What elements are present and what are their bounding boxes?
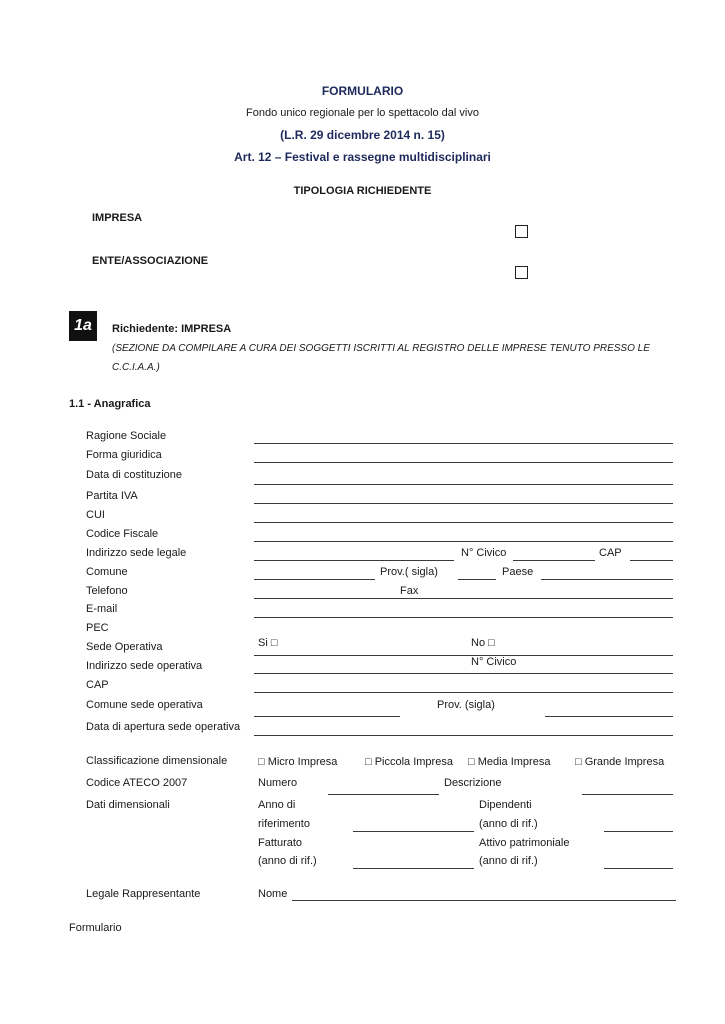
ragione-sociale-field[interactable] xyxy=(254,443,673,444)
comune-label: Comune xyxy=(86,566,128,578)
cap-field[interactable] xyxy=(630,560,673,561)
comune-sede-operativa-field[interactable] xyxy=(254,716,400,717)
article-reference: Art. 12 – Festival e rassegne multidisciplinari xyxy=(234,150,491,164)
data-apertura-label: Data di apertura sede operativa xyxy=(86,721,241,733)
nome-field[interactable] xyxy=(292,900,676,901)
classificazione-label: Classificazione dimensionale xyxy=(86,755,228,767)
ente-associazione-checkbox[interactable] xyxy=(515,266,528,279)
cap-inline-label: CAP xyxy=(599,547,622,559)
partita-iva-field[interactable] xyxy=(254,503,673,504)
anno-di-label: Anno di xyxy=(258,799,296,811)
sede-operativa-field[interactable] xyxy=(254,655,673,656)
attivo-anno-label: (anno di rif.) xyxy=(479,855,538,867)
fatturato-anno-label: (anno di rif.) xyxy=(258,855,317,867)
dipendenti-label: Dipendenti xyxy=(479,799,532,811)
ragione-sociale-label: Ragione Sociale xyxy=(86,430,167,442)
partita-iva-label: Partita IVA xyxy=(86,490,138,502)
anno-riferimento-field[interactable] xyxy=(353,831,474,832)
footer-label: Formulario xyxy=(69,922,122,934)
pec-label: PEC xyxy=(86,622,109,634)
comune-field[interactable] xyxy=(254,579,375,580)
email-field[interactable] xyxy=(254,617,673,618)
paese-label: Paese xyxy=(502,566,534,578)
prov-sigla-operativa-label: Prov. (sigla) xyxy=(437,699,495,711)
codice-fiscale-field[interactable] xyxy=(254,541,673,542)
sede-operativa-si-option[interactable]: Si □ xyxy=(258,637,278,649)
fatturato-field[interactable] xyxy=(353,868,474,869)
paese-field[interactable] xyxy=(541,579,673,580)
codice-fiscale-label: Codice Fiscale xyxy=(86,528,159,540)
n-civico-operativa-label: N° Civico xyxy=(471,656,517,668)
attivo-patrimoniale-label: Attivo patrimoniale xyxy=(479,837,570,849)
tipologia-heading: TIPOLOGIA RICHIEDENTE xyxy=(293,185,432,197)
anagrafica-heading: 1.1 - Anagrafica xyxy=(69,398,151,410)
data-apertura-field[interactable] xyxy=(254,735,673,736)
cap-operativa-field[interactable] xyxy=(254,692,673,693)
law-reference: (L.R. 29 dicembre 2014 n. 15) xyxy=(280,128,445,142)
ateco-descrizione-field[interactable] xyxy=(582,794,673,795)
prov-sigla-field[interactable] xyxy=(458,579,496,580)
form-subtitle: Fondo unico regionale per lo spettacolo dal vivo xyxy=(246,107,479,119)
cap-label: CAP xyxy=(86,679,109,691)
nome-label: Nome xyxy=(258,888,288,900)
fax-label: Fax xyxy=(400,585,419,597)
fatturato-label: Fatturato xyxy=(258,837,303,849)
prov-sigla-operativa-field[interactable] xyxy=(545,716,673,717)
piccola-impresa-option[interactable]: □ Piccola Impresa xyxy=(365,756,453,768)
indirizzo-sede-legale-field[interactable] xyxy=(254,560,454,561)
dati-dimensionali-label: Dati dimensionali xyxy=(86,799,170,811)
section-badge: 1a xyxy=(69,311,97,341)
section-note-line1: (SEZIONE DA COMPILARE A CURA DEI SOGGETTI ISCRITTI AL REGISTRO DELLE IMPRESE TENUTO PRESSO LE xyxy=(112,343,650,354)
media-impresa-option[interactable]: □ Media Impresa xyxy=(468,756,551,768)
impresa-checkbox[interactable] xyxy=(515,225,528,238)
data-costituzione-field[interactable] xyxy=(254,484,673,485)
dipendenti-field[interactable] xyxy=(604,831,673,832)
indirizzo-sede-operativa-field[interactable] xyxy=(254,673,673,674)
micro-impresa-option[interactable]: □ Micro Impresa xyxy=(258,756,338,768)
indirizzo-sede-operativa-label: Indirizzo sede operativa xyxy=(86,660,203,672)
n-civico-field[interactable] xyxy=(513,560,595,561)
dipendenti-anno-label: (anno di rif.) xyxy=(479,818,538,830)
prov-sigla-label: Prov.( sigla) xyxy=(380,566,438,578)
grande-impresa-option[interactable]: □ Grande Impresa xyxy=(575,756,665,768)
ateco-numero-field[interactable] xyxy=(328,794,439,795)
cui-label: CUI xyxy=(86,509,105,521)
riferimento-label: riferimento xyxy=(258,818,310,830)
forma-giuridica-label: Forma giuridica xyxy=(86,449,162,461)
impresa-label: IMPRESA xyxy=(92,212,143,224)
cui-field[interactable] xyxy=(254,522,673,523)
telefono-label: Telefono xyxy=(86,585,128,597)
telefono-field[interactable] xyxy=(254,598,673,599)
comune-sede-operativa-label: Comune sede operativa xyxy=(86,699,203,711)
legale-rappresentante-label: Legale Rappresentante xyxy=(86,888,201,900)
attivo-patrimoniale-field[interactable] xyxy=(604,868,673,869)
section-note-line2: C.C.I.A.A.) xyxy=(112,362,160,373)
sede-operativa-label: Sede Operativa xyxy=(86,641,163,653)
forma-giuridica-field[interactable] xyxy=(254,462,673,463)
codice-ateco-label: Codice ATECO 2007 xyxy=(86,777,188,789)
n-civico-label: N° Civico xyxy=(461,547,507,559)
email-label: E-mail xyxy=(86,603,118,615)
numero-label: Numero xyxy=(258,777,298,789)
indirizzo-sede-legale-label: Indirizzo sede legale xyxy=(86,547,187,559)
sede-operativa-no-option[interactable]: No □ xyxy=(471,637,495,649)
descrizione-label: Descrizione xyxy=(444,777,502,789)
form-title: FORMULARIO xyxy=(321,84,404,98)
section-title: Richiedente: IMPRESA xyxy=(112,323,232,335)
data-costituzione-label: Data di costituzione xyxy=(86,469,182,481)
ente-associazione-label: ENTE/ASSOCIAZIONE xyxy=(92,255,209,267)
